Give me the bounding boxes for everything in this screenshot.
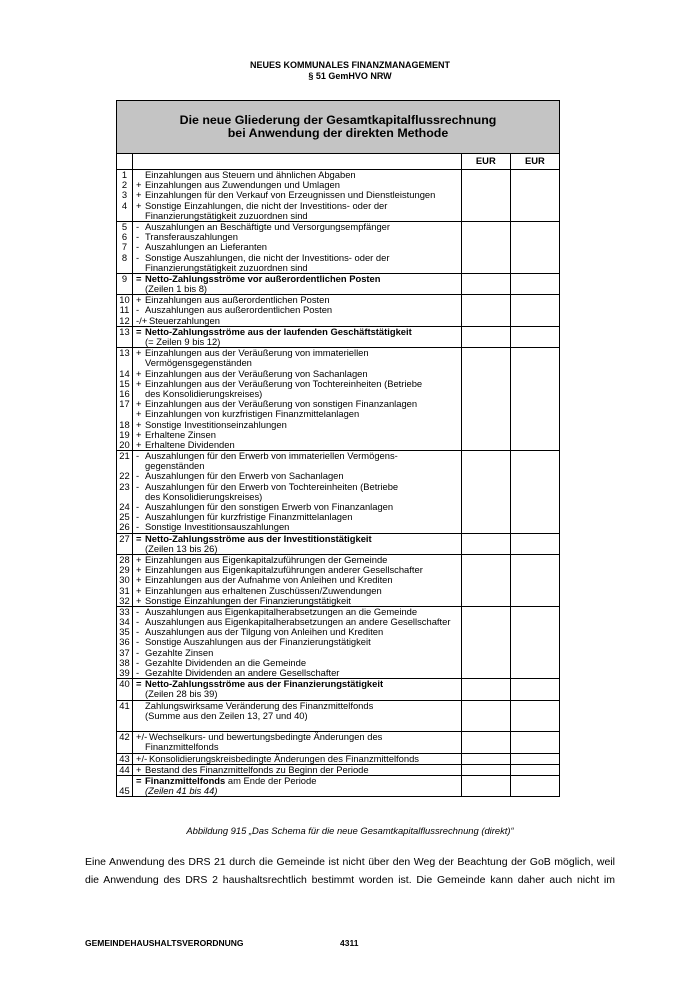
column-header-number [117,154,133,170]
row-operator: - [136,656,140,668]
row-number-cell [117,606,133,678]
amount-cell-eur-2 [510,732,559,753]
row-operator: + [136,294,142,306]
amount-cell-eur-2 [510,764,559,775]
row-line [136,440,459,450]
row-operator: - [136,646,140,658]
amount-cell-eur-2 [510,451,559,534]
row-description-cell [133,170,462,222]
row-number: 21 [119,450,130,462]
row-number: 16 [119,387,130,399]
amount-cell-eur-2 [510,700,559,732]
row-number: 36 [119,636,130,648]
table-row [117,554,560,606]
row-number: 9 [121,272,128,284]
row-number [117,721,132,731]
row-number: 19 [119,428,130,440]
row-text-suffix: am Ende der Periode [225,774,317,786]
figure-caption: Abbildung 915 „Das Schema für die neue Gesamtkapitalflussrechnung (direkt)“ [186,825,514,836]
row-operator: + [136,553,142,565]
row-text: Einzahlungen aus der Veräußerung von sonstigen Finanzanlagen [145,398,418,410]
row-operator: = [136,774,142,786]
table-row [117,273,560,294]
row-number: 20 [119,438,130,450]
row-description-cell [133,606,462,678]
row-operator: = [136,272,142,284]
amount-cell-eur-1 [461,273,510,294]
body-paragraph-line1: Eine Anwendung des DRS 21 durch die Gemeinde ist nicht über den Weg der Beachtung der GoB möglich, weil [85,856,615,868]
row-text: Auszahlungen aus Eigenkapitalherabsetzungen an die Gemeinde [145,605,418,617]
row-operator: - [136,241,140,253]
row-line [136,689,459,699]
body-paragraph [85,853,615,889]
row-text: Finanzierungstätigkeit zuzuordnen sind [145,261,308,273]
row-operator: - [136,470,140,482]
row-description-cell [133,451,462,534]
row-number [117,284,132,294]
row-operator: + [136,584,142,596]
row-number: 4 [121,199,128,211]
row-text: Sonstige Investitionseinzahlungen [145,418,287,430]
row-text: Wechselkurs- und bewertungsbedingte Änderungen des [149,731,383,743]
row-number: 22 [119,470,130,482]
row-number: 27 [119,532,130,544]
row-operator: = [136,532,142,544]
row-operator: + [136,418,142,430]
table-row [117,700,560,732]
row-text: Sonstige Investitionsauszahlungen [145,521,290,533]
cash-flow-schema-table [116,100,560,797]
row-number-cell [117,732,133,753]
row-number: 24 [119,501,130,512]
row-number-cell [117,170,133,222]
row-number: 44 [119,763,130,775]
amount-cell-eur-2 [510,554,559,606]
row-line [136,786,459,796]
row-text: Auszahlungen für den sonstigen Erwerb von Finanzanlagen [145,501,394,512]
row-description-cell [133,700,462,732]
row-text: Sonstige Einzahlungen der Finanzierungstätigkeit [145,594,351,606]
row-operator: - [136,626,140,638]
amount-cell-eur-1 [461,326,510,347]
table-title [117,101,560,154]
row-number: 7 [121,241,128,253]
row-text: Einzahlungen aus erhaltenen Zuschüssen/Zuwendungen [145,584,382,596]
row-number [117,742,132,752]
row-text: Auszahlungen für den Erwerb von Sachanlagen [145,470,344,482]
row-text: Netto-Zahlungsströme vor außerordentlichen Posten [145,272,381,284]
row-line [136,765,459,775]
row-description-cell [133,554,462,606]
row-number: 35 [119,626,130,638]
row-line [136,337,459,347]
row-number: 25 [119,511,130,523]
row-number-cell [117,753,133,764]
row-text: Einzahlungen aus der Veräußerung von Tochtereinheiten (Betriebe [145,377,423,389]
amount-cell-eur-1 [461,170,510,222]
row-number-cell [117,348,133,451]
row-number [117,263,132,273]
row-text: (Zeilen 13 bis 26) [145,542,218,554]
table-row [117,326,560,347]
row-line [136,544,459,554]
row-operator: + [136,398,142,410]
amount-cell-eur-2 [510,170,559,222]
row-text: Zahlungswirksame Veränderung des Finanzmittelfonds [145,699,374,711]
header-paragraph: § 51 GemHVO NRW [308,71,392,81]
row-operator: - [136,450,140,462]
row-line [136,211,459,221]
row-text: Einzahlungen aus der Veräußerung von Sachanlagen [145,367,368,379]
row-line [136,263,459,273]
amount-cell-eur-2 [510,326,559,347]
row-number: 26 [119,521,130,533]
row-text: (Zeilen 28 bis 39) [145,688,218,700]
row-number: 40 [119,678,130,690]
row-number: 29 [119,564,130,576]
amount-cell-eur-1 [461,606,510,678]
row-number: 37 [119,646,130,658]
row-operator: - [136,231,140,243]
row-text: Vermögensgegenständen [145,357,252,369]
table-row [117,533,560,554]
amount-cell-eur-2 [510,679,559,700]
row-text: Auszahlungen für den Erwerb von Tochtereinheiten (Betriebe [145,480,399,492]
table-row [117,753,560,764]
row-number-cell [117,273,133,294]
row-number: 23 [119,480,130,492]
amount-cell-eur-1 [461,753,510,764]
row-number: 14 [119,367,130,379]
row-operator: - [136,480,140,492]
table-row [117,295,560,327]
table-row [117,606,560,678]
row-description-cell [133,679,462,700]
amount-cell-eur-2 [510,606,559,678]
row-text: Bestand des Finanzmittelfonds zu Beginn der Periode [145,763,369,775]
row-number: 18 [119,418,130,430]
row-description-cell [133,732,462,753]
row-text: Einzahlungen aus der Aufnahme von Anleihen und Krediten [145,574,393,586]
row-description-cell [133,775,462,796]
row-text: Einzahlungen aus Zuwendungen und Umlagen [145,179,340,191]
column-header-description [133,154,462,170]
row-description-cell [133,326,462,347]
amount-cell-eur-1 [461,679,510,700]
amount-cell-eur-1 [461,348,510,451]
row-operator: - [136,667,140,678]
row-text: Auszahlungen aus Eigenkapitalherabsetzungen an andere Gesellschafter [145,616,451,628]
row-number: 6 [121,231,128,243]
row-operator: + [136,347,142,359]
row-number: 33 [119,605,130,617]
row-text: Sonstige Einzahlungen, die nicht der Investitions- oder der [145,199,388,211]
row-number-cell [117,775,133,796]
row-number-cell [117,451,133,534]
row-operator: - [136,501,140,512]
row-number: 3 [121,189,128,201]
row-number: 38 [119,656,130,668]
row-number: 34 [119,616,130,628]
table-row [117,764,560,775]
row-text: Finanzmittelfonds [145,774,226,786]
row-text: des Konsolidierungskreises) [145,490,263,502]
row-number: 2 [121,179,128,191]
row-operator: -/+ [136,314,148,326]
row-line [136,668,459,678]
row-operator: = [136,325,142,337]
row-description-cell [133,753,462,764]
body-paragraph-line2: die Anwendung des DRS 2 haushaltsrechtlich bestimmt worden ist. Die Gemeinde kann daher auch nicht im [85,874,615,886]
row-text: Einzahlungen aus Eigenkapitalzuführungen anderer Gesellschafter [145,564,423,576]
row-text: Finanzmittelfonds [145,741,219,753]
row-text: Sonstige Auszahlungen, die nicht der Investitions- oder der [145,251,390,263]
header-title: NEUES KOMMUNALES FINANZMANAGEMENT [250,60,450,70]
table-row [117,221,560,273]
row-line [136,754,459,764]
row-operator: - [136,616,140,628]
row-number [117,409,132,419]
row-line [136,721,459,731]
row-operator: - [136,605,140,617]
row-operator: + [136,377,142,389]
row-number-cell [117,221,133,273]
row-text: Erhaltene Zinsen [145,428,216,440]
row-operator: - [136,636,140,648]
row-operator: + [136,199,142,211]
amount-cell-eur-1 [461,533,510,554]
row-text: Gezahlte Dividenden an die Gemeinde [145,656,307,668]
row-number: 41 [119,699,130,711]
amount-cell-eur-1 [461,764,510,775]
row-number-cell [117,700,133,732]
row-text: Auszahlungen für kurzfristige Finanzmittelanlagen [145,511,353,523]
amount-cell-eur-2 [510,753,559,764]
amount-cell-eur-2 [510,533,559,554]
row-text: Einzahlungen aus Steuern und ähnlichen Abgaben [145,169,356,180]
row-operator: + [136,594,142,606]
amount-cell-eur-2 [510,221,559,273]
row-text: Netto-Zahlungsströme aus der laufenden Geschäftstätigkeit [145,325,412,337]
row-number: 17 [119,398,130,410]
amount-cell-eur-1 [461,295,510,327]
row-line [136,596,459,606]
table-row [117,451,560,534]
row-text: (Zeilen 1 bis 8) [145,283,208,295]
row-text: Erhaltene Dividenden [145,438,235,450]
row-line [136,284,459,294]
row-operator: + [136,189,142,201]
amount-cell-eur-2 [510,775,559,796]
row-number-cell [117,295,133,327]
row-text: gegenständen [145,460,205,472]
amount-cell-eur-1 [461,775,510,796]
row-text: Steuerzahlungen [149,314,220,326]
amount-cell-eur-1 [461,732,510,753]
row-operator: + [136,428,142,440]
row-number: 13 [119,347,130,359]
row-operator: +/- [136,752,148,764]
row-text: Netto-Zahlungsströme aus der Investitionstätigkeit [145,532,372,544]
row-text: Auszahlungen für den Erwerb von immateriellen Vermögens- [145,450,398,462]
row-operator: + [136,763,142,775]
row-text: Finanzierungstätigkeit zuzuordnen sind [145,209,308,221]
row-text: Einzahlungen aus Eigenkapitalzuführungen der Gemeinde [145,553,388,565]
row-text: Einzahlungen aus der Veräußerung von immateriellen [145,347,369,359]
amount-cell-eur-1 [461,554,510,606]
row-text: Auszahlungen aus der Tilgung von Anleihen und Krediten [145,626,384,638]
row-line [136,742,459,752]
row-text: Einzahlungen aus außerordentlichen Posten [145,294,330,306]
row-number: 45 [119,785,130,797]
row-description-cell [133,295,462,327]
row-description-cell [133,273,462,294]
amount-cell-eur-1 [461,451,510,534]
table-row [117,775,560,796]
row-number-cell [117,533,133,554]
row-number-cell [117,764,133,775]
row-text: Einzahlungen für den Verkauf von Erzeugnissen und Dienstleistungen [145,189,436,201]
row-operator: = [136,678,142,690]
amount-cell-eur-2 [510,273,559,294]
row-number: 8 [121,251,128,263]
row-operator: - [136,521,140,533]
row-text: des Konsolidierungskreises) [145,387,263,399]
row-operator: - [136,304,140,316]
row-text: Transferauszahlungen [145,231,238,243]
row-text: Gezahlte Zinsen [145,646,214,658]
row-operator: + [136,438,142,450]
row-operator: + [136,408,142,420]
table-row [117,170,560,222]
row-text: Netto-Zahlungsströme aus der Finanzierungstätigkeit [145,678,384,690]
row-line [136,522,459,532]
column-header-eur-1: EUR [461,154,510,170]
row-number: 31 [119,584,130,596]
table-title-line2: bei Anwendung der direkten Methode [227,126,449,140]
table-row [117,348,560,451]
row-text: (= Zeilen 9 bis 12) [145,336,221,347]
row-number [117,544,132,554]
row-text: (Zeilen 41 bis 44) [145,785,218,797]
column-header-eur-2: EUR [510,154,559,170]
row-number [117,711,132,721]
page-number: 4311 [340,938,359,948]
row-description-cell [133,533,462,554]
row-number: 13 [119,325,130,337]
row-number: 12 [119,314,130,326]
footer-title: GEMEINDEHAUSHALTSVERORDNUNG [85,938,244,948]
amount-cell-eur-1 [461,700,510,732]
row-operator: - [136,511,140,523]
row-text: Sonstige Auszahlungen aus der Finanzierungstätigkeit [145,636,371,648]
row-operator: +/- [136,731,148,743]
amount-cell-eur-2 [510,295,559,327]
row-number-cell [117,326,133,347]
row-number: 30 [119,574,130,586]
row-number: 10 [119,294,130,306]
row-number: 32 [119,594,130,606]
amount-cell-eur-1 [461,221,510,273]
table-title-line1: Die neue Gliederung der Gesamtkapitalflussrechnung [179,112,497,127]
row-number-cell [117,554,133,606]
row-number [117,211,132,221]
row-number [117,689,132,699]
row-number: 11 [119,304,130,316]
row-text: Einzahlungen von kurzfristigen Finanzmittelanlagen [145,408,360,420]
table-row [117,679,560,700]
row-number: 5 [121,220,128,232]
row-line [136,316,459,326]
row-number: 15 [119,377,130,389]
row-text: (Summe aus den Zeilen 13, 27 und 40) [145,709,308,721]
row-text: Auszahlungen an Beschäftigte und Versorgungsempfänger [145,220,390,232]
row-text: Gezahlte Dividenden an andere Gesellschafter [145,667,340,678]
row-number: 43 [119,752,130,764]
row-operator: + [136,367,142,379]
row-operator: + [136,179,142,191]
row-text: Auszahlungen an Lieferanten [145,241,268,253]
amount-cell-eur-2 [510,348,559,451]
row-text: Auszahlungen aus außerordentlichen Posten [145,304,333,316]
row-description-cell [133,348,462,451]
row-description-cell [133,764,462,775]
row-number [117,337,132,347]
table-row [117,732,560,753]
row-description-cell [133,221,462,273]
row-operator: - [136,251,140,263]
row-line [136,711,459,721]
row-operator: + [136,574,142,586]
row-operator: + [136,564,142,576]
row-text: Konsolidierungskreisbedingte Änderungen des Finanzmittelfonds [149,752,419,764]
row-number: 1 [121,169,128,180]
row-operator: - [136,220,140,232]
row-number: 28 [119,553,130,565]
row-number-cell [117,679,133,700]
row-number: 42 [119,731,130,743]
row-number: 39 [119,667,130,678]
